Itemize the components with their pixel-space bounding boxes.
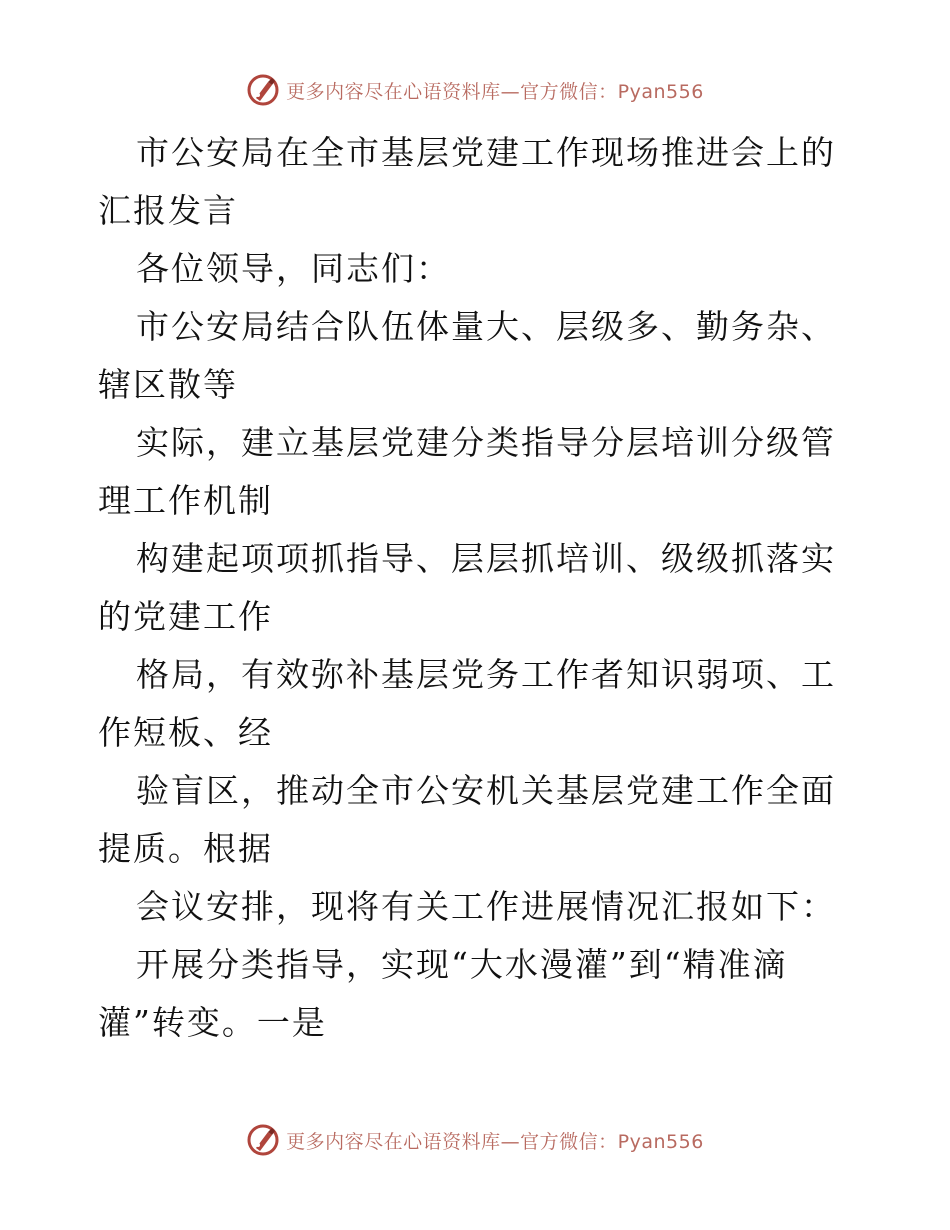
pen-logo-icon — [246, 1123, 280, 1157]
paragraph-line: 格局，有效弥补基层党务工作者知识弱项、工作短板、经 — [98, 655, 836, 752]
paragraph-line: 会议安排，现将有关工作进展情况汇报如下： — [136, 887, 836, 926]
watermark-text: 更多内容尽在心语资料库—官方微信：Pyan556 — [286, 1130, 704, 1153]
paragraph-line: 开展分类指导，实现“大水漫灌”到“精准滴灌”转变。一是 — [98, 945, 788, 1042]
paragraph-line: 验盲区，推动全市公安机关基层党建工作全面提质。根据 — [98, 771, 836, 868]
paragraph-greeting: 各位领导，同志们： — [136, 249, 451, 288]
footer-watermark — [0, 1122, 950, 1158]
paragraph-line: 市公安局结合队伍体量大、层级多、勤务杂、辖区散等 — [98, 307, 836, 404]
watermark-text: 更多内容尽在心语资料库—官方微信：Pyan556 — [286, 80, 704, 103]
paragraph-line: 构建起项项抓指导、层层抓培训、级级抓落实的党建工作 — [98, 539, 836, 636]
header-watermark — [0, 72, 950, 108]
pen-logo-icon — [246, 73, 280, 107]
paragraph-line: 实际，建立基层党建分类指导分层培训分级管理工作机制 — [98, 423, 836, 520]
document-body — [98, 124, 858, 1052]
paragraph-title: 市公安局在全市基层党建工作现场推进会上的汇报发言 — [98, 133, 836, 230]
